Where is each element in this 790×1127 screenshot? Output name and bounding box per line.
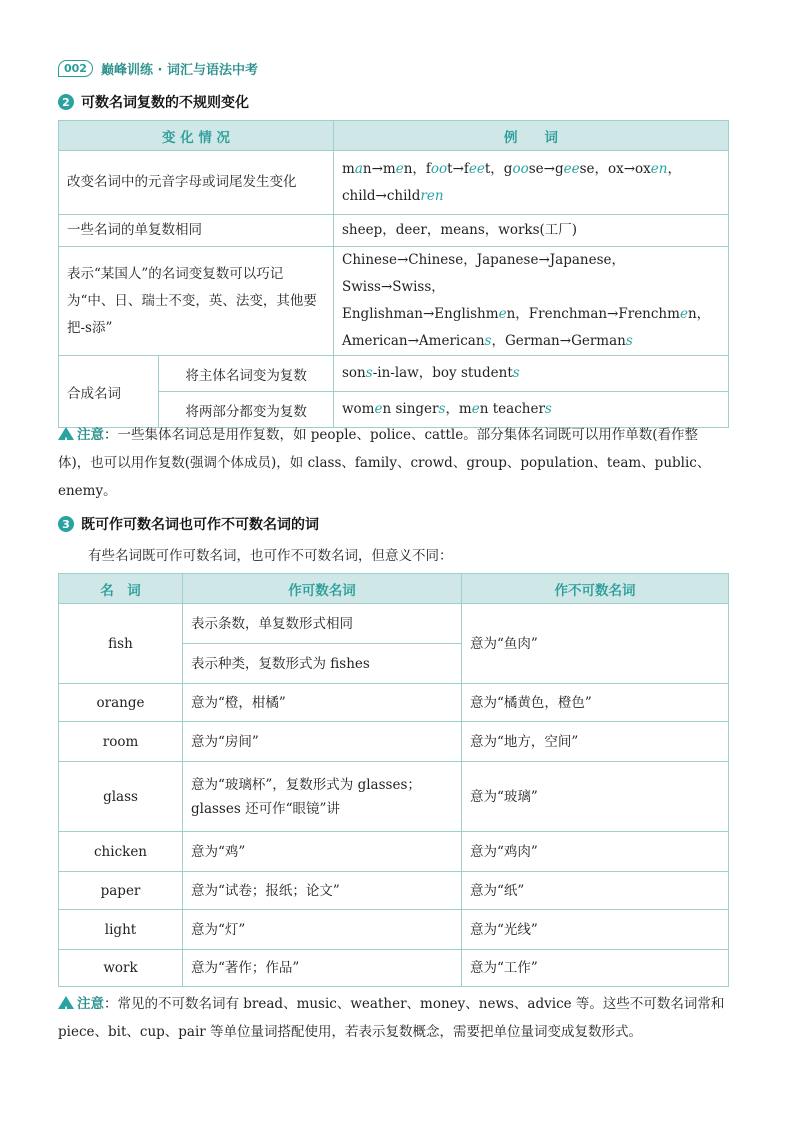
case-cell: 改变名词中的元音字母或词尾发生变化 <box>59 151 334 215</box>
table-header-case: 变 化 情 况 <box>59 121 334 151</box>
uncountable-cell: 意为“鱼肉” <box>462 604 729 684</box>
countable-cell: 意为“试卷；报纸；论文” <box>183 872 462 910</box>
word-cell: glass <box>59 762 183 832</box>
uncountable-cell: 意为“光线” <box>462 910 729 950</box>
table-header-countable: 作可数名词 <box>183 574 462 604</box>
table-row <box>59 151 729 215</box>
table-row <box>59 356 729 392</box>
case-cell: 将主体名词变为复数 <box>159 356 334 392</box>
table-row <box>59 215 729 247</box>
case-cell: 将两部分都变为复数 <box>159 392 334 428</box>
word-cell: paper <box>59 872 183 910</box>
count-uncount-table <box>58 573 729 987</box>
table-row <box>59 950 729 987</box>
countable-cell: 意为“橙，柑橘” <box>183 684 462 722</box>
warning-icon <box>58 996 74 1009</box>
table-row <box>59 872 729 910</box>
page-number: 002 <box>58 60 93 77</box>
table-row <box>59 247 729 356</box>
table-row <box>59 832 729 872</box>
warning-icon <box>58 427 74 440</box>
word-cell: fish <box>59 604 183 684</box>
note-uncountable-nouns <box>58 990 730 1046</box>
header-title: 巅峰训练 · 词汇与语法中考 <box>100 62 258 78</box>
example-cell: Chinese→Chinese，Japanese→Japanese，Swiss→Swiss， Englishman→Englishmen，Frenchman→Frenchmen， American→Americans，German→Germans <box>334 247 729 356</box>
table-header-example: 例 词 <box>334 121 729 151</box>
section-number-badge: 3 <box>58 516 74 532</box>
table-header-word: 名 词 <box>59 574 183 604</box>
countable-cell: 意为“房间” <box>183 722 462 762</box>
note-label: 注意 <box>77 427 104 443</box>
note-text: ：一些集体名词总是用作复数，如 people、police、cattle。部分集体名词既可以用作单数(看作整体)，也可以用作复数(强调个体成员)，如 class、family、crowd、group、population、team、public、enemy。 <box>58 427 711 499</box>
example-cell: man→men，foot→feet，goose→geese，ox→oxen， child→children <box>334 151 729 215</box>
section-3-title <box>58 514 319 534</box>
uncountable-cell: 意为“鸡肉” <box>462 832 729 872</box>
section-number-badge: 2 <box>58 94 74 110</box>
word-cell: orange <box>59 684 183 722</box>
note-text: ：常见的不可数名词有 bread、music、weather、money、news、advice 等。这些不可数名词常和 piece、bit、cup、pair 等单位量词搭配使用，若表示复数概念，需要把单位量词变成复数形式。 <box>58 996 725 1040</box>
countable-cell: 意为“鸡” <box>183 832 462 872</box>
example-cell: sheep，deer，means，works(工厂) <box>334 215 729 247</box>
note-label: 注意 <box>77 996 104 1012</box>
section-title-text: 既可作可数名词也可作不可数名词的词 <box>81 517 319 533</box>
case-cell: 一些名词的单复数相同 <box>59 215 334 247</box>
countable-cell: 意为“灯” <box>183 910 462 950</box>
uncountable-cell: 意为“工作” <box>462 950 729 987</box>
section-intro: 有些名词既可作可数名词，也可作不可数名词，但意义不同： <box>88 548 453 564</box>
table-row <box>59 910 729 950</box>
example-cell: women singers，men teachers <box>334 392 729 428</box>
table-header-uncountable: 作不可数名词 <box>462 574 729 604</box>
word-cell: light <box>59 910 183 950</box>
group-cell: 合成名词 <box>59 356 159 428</box>
section-2-title <box>58 92 249 112</box>
uncountable-cell: 意为“纸” <box>462 872 729 910</box>
page-header <box>58 58 258 78</box>
word-cell: room <box>59 722 183 762</box>
example-cell: sons-in-law，boy students <box>334 356 729 392</box>
table-row <box>59 722 729 762</box>
irregular-plural-table <box>58 120 729 428</box>
table-row <box>59 684 729 722</box>
countable-cell: 表示条数，单复数形式相同 <box>183 604 462 644</box>
word-cell: chicken <box>59 832 183 872</box>
table-row <box>59 604 729 644</box>
note-collective-nouns <box>58 421 730 505</box>
section-title-text: 可数名词复数的不规则变化 <box>81 95 249 111</box>
countable-cell: 意为“著作；作品” <box>183 950 462 987</box>
uncountable-cell: 意为“玻璃” <box>462 762 729 832</box>
uncountable-cell: 意为“地方，空间” <box>462 722 729 762</box>
case-cell: 表示“某国人”的名词变复数可以巧记为“中、日、瑞士不变，英、法变，其他要把-s添” <box>59 247 334 356</box>
countable-cell: 表示种类，复数形式为 fishes <box>183 644 462 684</box>
uncountable-cell: 意为“橘黄色，橙色” <box>462 684 729 722</box>
countable-cell: 意为“玻璃杯”，复数形式为 glasses；glasses 还可作“眼镜”讲 <box>183 762 462 832</box>
table-row <box>59 762 729 832</box>
word-cell: work <box>59 950 183 987</box>
